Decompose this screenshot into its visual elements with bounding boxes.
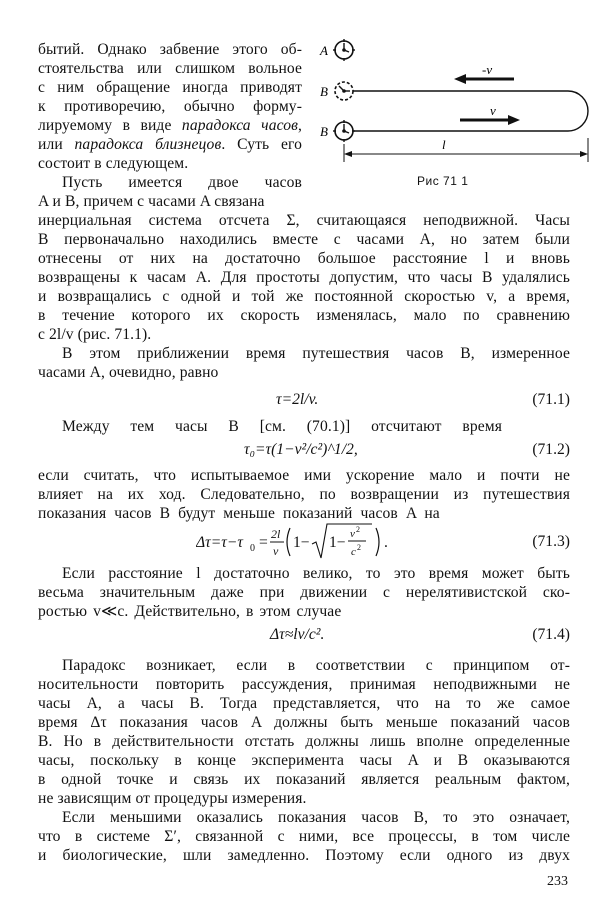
fig-label-v-lower: v	[490, 103, 496, 118]
text-line: показания часов B будут меньше показаний часов A на	[38, 505, 440, 522]
text-line: лируемому в виде парадокса часов,	[38, 117, 302, 134]
svg-text:1−: 1−	[293, 534, 310, 551]
equation-number: (71.3)	[532, 533, 570, 550]
text-line: с 2l/v (рис. 71.1).	[38, 326, 152, 343]
text-line: к противоречию, обычно форму-	[38, 98, 302, 115]
text-line: В этом приближении время путешествия часов B, измеренное	[62, 345, 570, 362]
svg-text:2: 2	[357, 543, 361, 552]
svg-text:v: v	[350, 528, 355, 540]
equation-71-1: τ=2l/v.	[276, 391, 319, 408]
svg-text:1−: 1−	[329, 534, 346, 551]
text-line: Парадокс возникает, если в соответствии с принципом от-	[62, 657, 570, 674]
svg-text:.: .	[384, 534, 388, 551]
svg-text:=: =	[258, 534, 269, 551]
equation-71-3	[196, 520, 426, 564]
text-line: в одной точке и связь их показаний является реальным фактом,	[38, 771, 570, 788]
equation-number: (71.1)	[532, 391, 570, 408]
svg-text:Δτ=τ−τ: Δτ=τ−τ	[196, 534, 243, 551]
text-line: отнесены от них на достаточно большое расстояние l и вновь	[38, 250, 570, 267]
text-line: инерциальная система отсчета Σ, считающаяся неподвижной. Часы	[38, 212, 570, 229]
figure-caption: Рис 71 1	[417, 174, 469, 188]
text-line: с ним обращение иногда приводят	[38, 79, 302, 96]
text-line: или парадокса близнецов. Суть его	[38, 136, 302, 153]
fig-label-b-lower: B	[320, 124, 328, 139]
text-line: состоит в следующем.	[38, 155, 189, 172]
equation-number: (71.2)	[532, 441, 570, 458]
text-line: бытий. Однако забвение этого об-	[38, 41, 302, 58]
trajectory-path	[353, 91, 588, 131]
text-line: и биологические, шли замедленно. Поэтому если одного из двух	[38, 847, 570, 864]
svg-text:2: 2	[356, 525, 360, 534]
text-line: носительности повторить рассуждения, принимая неподвижными не	[38, 676, 570, 693]
equation-71-2: τ₀=τ(1−v²/c²)^1/2,	[244, 441, 358, 458]
fig-label-a: A	[320, 43, 328, 58]
text-line: B первоначально находились вместе с часами A, но затем были	[38, 231, 570, 248]
svg-text:v: v	[273, 544, 279, 558]
text-line: Между тем часы B [см. (70.1)] отсчитают время	[62, 418, 502, 435]
figure-71-1	[318, 34, 610, 169]
svg-text:0: 0	[250, 543, 255, 554]
text-line: Если меньшими оказались показания часов B, то это означает,	[62, 809, 570, 826]
equation-71-4: Δτ≈lv/c².	[270, 626, 325, 643]
fig-label-b-upper: B	[320, 84, 328, 99]
text-line: в течение которого их скорость изменялась, мало по сравнению	[38, 307, 570, 324]
text-line: часами A, очевидно, равно	[38, 364, 219, 381]
text-line: Пусть имеется двое часов	[62, 174, 302, 191]
page-number: 233	[547, 874, 568, 889]
text-line: возвращены к часам A. Для простоты допустим, что часы B удалялись	[38, 269, 570, 286]
text-line: часы A, а часы B. Тогда представляется, что на то же самое	[38, 695, 570, 712]
svg-text:2l: 2l	[271, 527, 281, 541]
text-line: A и B, причем с часами A связана	[38, 193, 265, 210]
text-line: что в системе Σ′, связанной с ними, все процессы, в том числе	[38, 828, 570, 845]
text-line: время Δτ показания часов A должны быть меньше показаний часов	[38, 714, 570, 731]
text-line: стоятельства или слишком вольное	[38, 60, 302, 77]
text-line: часы, поскольку в конце эксперимента часы A и B оказываются	[38, 752, 570, 769]
fig-label-l: l	[442, 137, 446, 152]
clock-a-icon	[333, 39, 355, 61]
fig-label-v-upper: -v	[482, 62, 493, 77]
text-line: и возвращались с одной и той же постоянной скоростью v, а время,	[38, 288, 570, 305]
text-line: не зависящим от процедуры измерения.	[38, 790, 307, 807]
text-line: ростью v≪c. Действительно, в этом случае	[38, 603, 342, 620]
text-line: B. Но в действительности отстать должны лишь вполне определенные	[38, 733, 570, 750]
text-line: если считать, что испытываемое ими ускорение мало и почти не	[38, 467, 570, 484]
text-line: влияет на их ход. Следовательно, по возвращении из путешествия	[38, 486, 570, 503]
text-line: весьма значительным даже при движении с нерелятивистской ско-	[38, 584, 570, 601]
svg-text:c: c	[351, 546, 356, 558]
text-line: Если расстояние l достаточно велико, то это время может быть	[62, 565, 570, 582]
clock-b-lower-icon	[333, 120, 355, 142]
clock-b-upper-icon	[335, 82, 353, 100]
equation-number: (71.4)	[532, 626, 570, 643]
